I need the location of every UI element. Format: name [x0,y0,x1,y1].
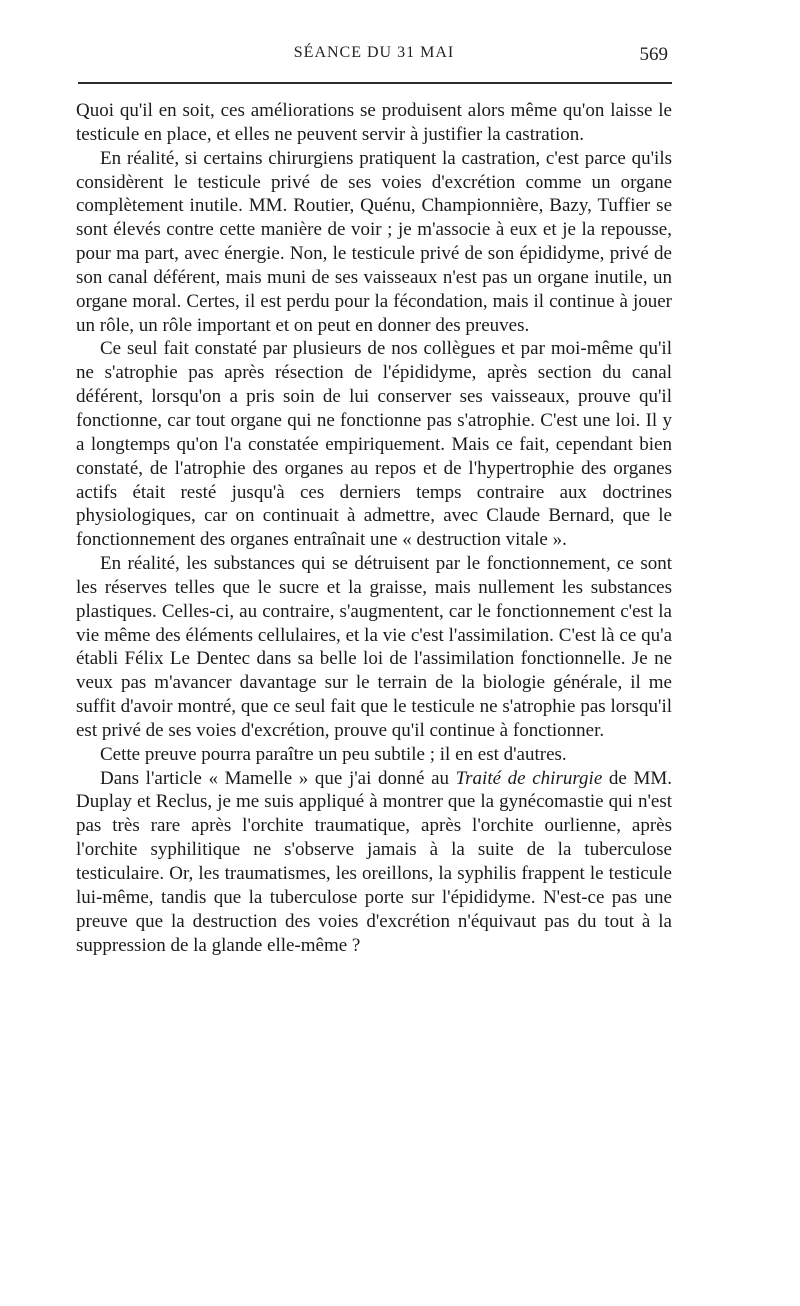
paragraph-1: Quoi qu'il en soit, ces améliorations se produisent alors même qu'on laisse le testicule en place, et elles ne peuvent servir à justifier la castration. [76,100,672,145]
running-title: SÉANCE DU 31 MAI [293,44,455,61]
running-head [76,44,672,72]
book-page [76,0,672,1306]
paragraph-2: En réalité, si certains chirurgiens pratiquent la castration, c'est parce qu'ils considèrent le testicule privé de ses voies d'excrétion comme un organe complètement inutile. MM. Routier, Quénu, Championnière, Bazy, Tuffier se sont élevés contre cette manière de voir ; je m'associe à eux et je la repousse, pour ma part, avec énergie. Non, le testicule privé de son épididyme, privé de son canal déférent, mais muni de ses vaisseaux n'est pas un organe inutile, un organe moral. Certes, il est perdu pour la fécondation, mais il continue à jouer un rôle, un rôle important et on peut en donner des preuves. [76,147,672,336]
paragraph-5: Cette preuve pourra paraître un peu subtile ; il en est d'autres. [100,743,567,765]
paragraph-3: Ce seul fait constaté par plusieurs de nos collègues et par moi-même qu'il ne s'atrophie pas après résection de l'épididyme, après section du canal déférent, lorsqu'on a pris soin de lui conserver ses vaisseaux, prouve qu'il fonctionne, car tout organe qui ne fonctionne pas s'atrophie. C'est une loi. Il y a longtemps qu'on l'a constatée empiriquement. Mais ce fait, cependant bien constaté, de l'atrophie des organes au repos et de l'hypertrophie des organes actifs était resté jusqu'à ces derniers temps contraire aux doctrines physiologiques, car on continuait à admettre, avec Claude Bernard, que le fonctionnement des organes entraînait une « destruction vitale ». [76,338,672,551]
page-number: 569 [639,44,668,65]
book-title: Traité de chirurgie [455,767,603,789]
header-rule [78,82,672,84]
paragraph-4: En réalité, les substances qui se détruisent par le fonctionnement, ce sont les réserves telles que le sucre et la graisse, mais nullement les substances plastiques. Celles-ci, au contraire, s'augmentent, car le fonctionnement c'est la vie même des éléments cellulaires, et la vie c'est l'assimilation. C'est là ce qu'a établi Félix Le Dentec dans sa belle loi de l'assimilation fonctionnelle. Je ne veux pas m'avancer davantage sur le terrain de la biologie générale, il me suffit d'avoir montré, que ce seul fait que le testicule ne s'atrophie pas lorsqu'il est privé de ses voies d'excrétion, prouve qu'il continue à fonctionner. [76,553,672,741]
paragraph-6: Dans l'article « Mamelle » que j'ai donné au Traité de chirurgie de MM. Duplay et Reclus, je me suis appliqué à montrer que la gynécomastie qui n'est pas très rare après l'orchite traumatique, après l'orchite ourlienne, après l'orchite syphilitique ne s'observe jamais à la suite de la tuberculose testiculaire. Or, les traumatismes, les oreillons, la syphilis frappent le testicule lui-même, tandis que la tuberculose porte sur l'épididyme. N'est-ce pas une preuve que la destruction des voies d'excrétion n'équivaut pas du tout à la suppression de la glande elle-même ? [76,767,672,956]
body-text [76,99,672,957]
